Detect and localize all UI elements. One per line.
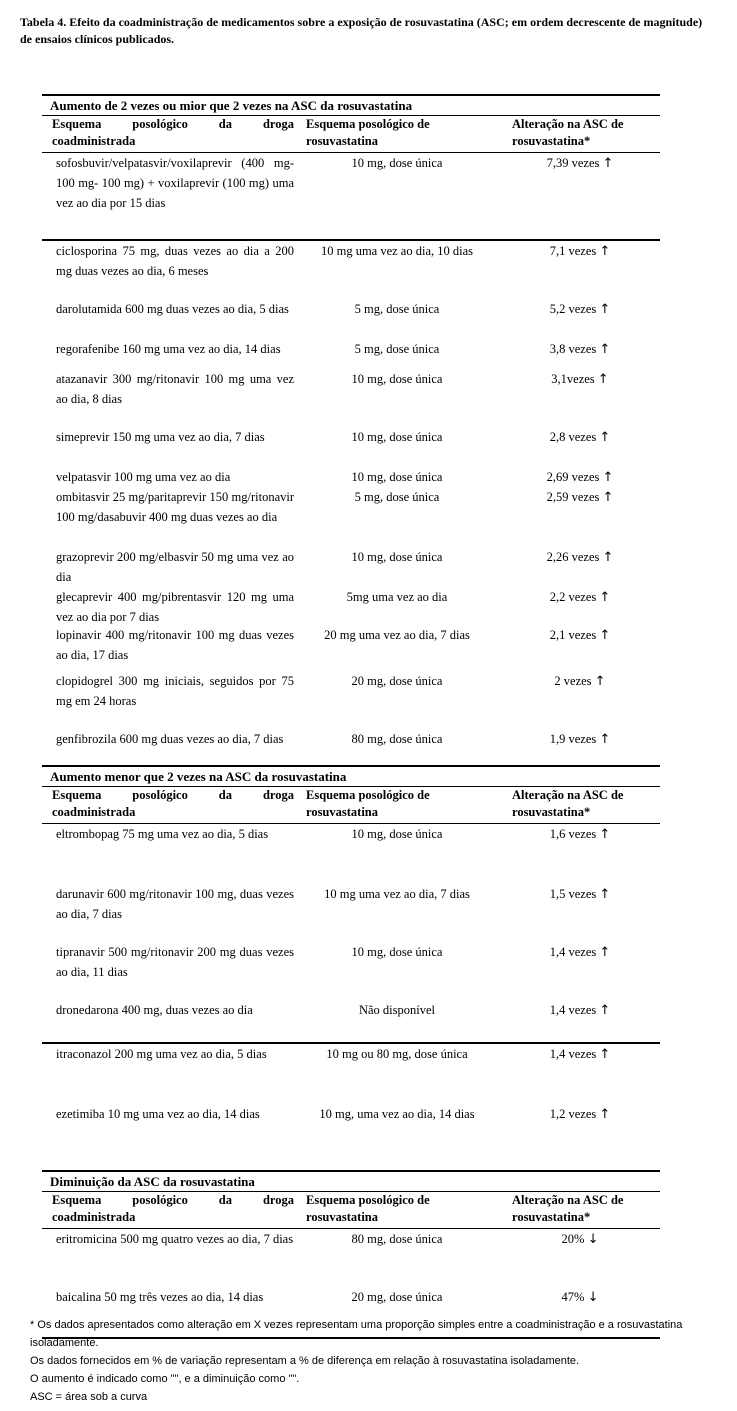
table-row [42,824,660,884]
cell-drug-regimen: darolutamida 600 mg duas vezes ao dia, 5 dias [56,302,289,316]
auc-change-value: 1,9 vezes [549,732,597,746]
cell-rosuvastatin-regimen: 5mg uma vez ao dia [346,590,448,604]
cell-auc-change [500,942,660,1000]
cell-rosuvastatin-regimen: 20 mg, dose única [351,674,443,688]
arrow-up-icon: ↑ [602,550,614,565]
auc-change-value: 47% [561,1290,585,1304]
section-rows [42,824,660,1162]
cell-drug-regimen: grazoprevir 200 mg/elbasvir 50 mg uma vez ao dia [56,550,294,584]
auc-change-value: 2,8 vezes [549,430,597,444]
table-row [42,467,660,487]
auc-change-value: 1,2 vezes [549,1107,597,1121]
cell-rosuvastatin-regimen: 80 mg, dose única [351,1232,443,1246]
table-notes [30,1316,730,1406]
arrow-down-icon: ↓ [587,1290,599,1305]
auc-change-value: 2,69 vezes [546,470,600,484]
cell-drug-regimen: tipranavir 500 mg/ritonavir 200 mg duas vezes ao dia, 11 dias [56,945,294,979]
arrow-up-icon: ↑ [599,1003,611,1018]
arrow-up-icon: ↑ [599,302,611,317]
table-row [42,1104,660,1162]
arrow-up-icon: ↑ [599,945,611,960]
cell-drug-regimen: clopidogrel 300 mg iniciais, seguidos por 75 mg em 24 horas [56,674,294,708]
cell-rosuvastatin-regimen: 10 mg, dose única [351,470,443,484]
arrow-up-icon: ↑ [594,674,606,689]
cell-rosuvastatin-regimen: 5 mg, dose única [354,302,440,316]
cell-rosuvastatin-regimen: 10 mg, dose única [351,550,443,564]
cell-auc-change [500,241,660,299]
arrow-up-icon: ↑ [597,372,609,387]
table-row [42,239,660,299]
cell-drug-regimen: regorafenibe 160 mg uma vez ao dia, 14 dias [56,342,281,356]
cell-drug-regimen: velpatasvir 100 mg uma vez ao dia [56,470,231,484]
section-rows [42,153,660,765]
table-row [42,1229,660,1287]
auc-change-value: 7,1 vezes [549,244,597,258]
arrow-down-icon: ↓ [587,1232,599,1247]
table-row [42,942,660,1000]
cell-drug-regimen: itraconazol 200 mg uma vez ao dia, 5 dias [56,1047,267,1061]
auc-change-value: 1,5 vezes [549,887,597,901]
auc-change-value: 5,2 vezes [549,302,597,316]
cell-drug-regimen: simeprevir 150 mg uma vez ao dia, 7 dias [56,430,265,444]
cell-auc-change [500,467,660,487]
table-row [42,671,660,729]
arrow-up-icon: ↑ [599,628,611,643]
table-row [42,339,660,369]
cell-auc-change [500,369,660,427]
table-row [42,625,660,671]
cell-rosuvastatin-regimen: 10 mg ou 80 mg, dose única [326,1047,468,1061]
column-header-rosuvastatin: Esquema posológico de rosuvastatina [306,1193,430,1224]
table-caption: Tabela 4. Efeito da coadministração de medicamentos sobre a exposição de rosuvastatina (ASC; em ordem decrescente de magnitude) de ensaios clínicos publicados. [20,15,703,46]
cell-drug-regimen: baicalina 50 mg três vezes ao dia, 14 dias [56,1290,264,1304]
cell-auc-change [500,729,660,765]
table-row [42,299,660,339]
cell-auc-change [500,547,660,587]
cell-drug-regimen: ombitasvir 25 mg/paritaprevir 150 mg/ritonavir 100 mg/dasabuvir 400 mg duas vezes ao dia [56,490,294,524]
cell-auc-change [500,1044,660,1104]
cell-auc-change [500,1104,660,1162]
cell-drug-regimen: atazanavir 300 mg/ritonavir 100 mg uma vez ao dia, 8 dias [56,372,294,406]
cell-auc-change [500,339,660,369]
cell-drug-regimen: dronedarona 400 mg, duas vezes ao dia [56,1003,253,1017]
arrow-up-icon: ↑ [599,732,611,747]
cell-drug-regimen: lopinavir 400 mg/ritonavir 100 mg duas vezes ao dia, 17 dias [56,628,294,662]
cell-rosuvastatin-regimen: 20 mg uma vez ao dia, 7 dias [324,628,470,642]
cell-drug-regimen: sofosbuvir/velpatasvir/voxilaprevir (400 mg- 100 mg- 100 mg) + voxilaprevir (100 mg) uma vez ao dia por 15 dias [56,156,294,210]
cell-rosuvastatin-regimen: 10 mg, dose única [351,430,443,444]
cell-auc-change [500,1000,660,1042]
column-header-change: Alteração na ASC de rosuvastatina* [512,117,624,148]
cell-rosuvastatin-regimen: 20 mg, dose única [351,1290,443,1304]
auc-change-value: 1,4 vezes [549,1003,597,1017]
table-row [42,587,660,625]
cell-auc-change [500,884,660,942]
section-title: Diminuição da ASC da rosuvastatina [42,1170,660,1191]
table-row [42,884,660,942]
column-header-rosuvastatin: Esquema posológico de rosuvastatina [306,788,430,819]
cell-auc-change [500,625,660,671]
cell-rosuvastatin-regimen: 10 mg uma vez ao dia, 7 dias [324,887,470,901]
auc-change-value: 2 vezes [554,674,592,688]
column-header-row [42,1191,660,1229]
column-header-rosuvastatin: Esquema posológico de rosuvastatina [306,117,430,148]
cell-rosuvastatin-regimen: 10 mg, dose única [351,945,443,959]
arrow-up-icon: ↑ [599,1047,611,1062]
auc-change-value: 3,1vezes [551,372,595,386]
column-header-change: Alteração na ASC de rosuvastatina* [512,788,624,819]
table-row [42,1000,660,1042]
table-row [42,369,660,427]
cell-rosuvastatin-regimen: 10 mg, dose única [351,156,443,170]
cell-auc-change [500,824,660,884]
section-title: Aumento menor que 2 vezes na ASC da rosuvastatina [42,765,660,786]
cell-drug-regimen: eritromicina 500 mg quatro vezes ao dia, 7 dias [56,1232,294,1246]
auc-change-value: 2,26 vezes [546,550,600,564]
note-arrows: O aumento é indicado como "", e a diminuição como "". [30,1373,300,1385]
column-header-row [42,786,660,824]
cell-auc-change [500,1229,660,1287]
cell-rosuvastatin-regimen: 5 mg, dose única [354,342,440,356]
column-header-drug: Esquema posológico da droga coadministrada [52,1193,294,1224]
arrow-up-icon: ↑ [599,1107,611,1122]
cell-drug-regimen: genfibrozila 600 mg duas vezes ao dia, 7 dias [56,732,284,746]
table-row [42,153,660,239]
cell-rosuvastatin-regimen: 10 mg, uma vez ao dia, 14 dias [319,1107,475,1121]
table-row [42,729,660,765]
arrow-up-icon: ↑ [599,887,611,902]
table-row [42,487,660,547]
cell-rosuvastatin-regimen: 80 mg, dose única [351,732,443,746]
arrow-up-icon: ↑ [599,244,611,259]
auc-change-value: 2,59 vezes [546,490,600,504]
interaction-table [42,94,660,1339]
cell-rosuvastatin-regimen: 5 mg, dose única [354,490,440,504]
cell-drug-regimen: ezetimiba 10 mg uma vez ao dia, 14 dias [56,1107,260,1121]
cell-drug-regimen: ciclosporina 75 mg, duas vezes ao dia a 200 mg duas vezes ao dia, 6 meses [56,244,294,278]
cell-drug-regimen: darunavir 600 mg/ritonavir 100 mg, duas vezes ao dia, 7 dias [56,887,294,921]
auc-change-value: 1,6 vezes [549,827,597,841]
arrow-up-icon: ↑ [602,490,614,505]
arrow-up-icon: ↑ [602,156,614,171]
column-header-drug: Esquema posológico da droga coadministrada [52,788,294,819]
cell-auc-change [500,299,660,339]
cell-rosuvastatin-regimen: 10 mg, dose única [351,827,443,841]
cell-auc-change [500,671,660,729]
table-row [42,547,660,587]
column-header-drug: Esquema posológico da droga coadministrada [52,117,294,148]
cell-auc-change [500,427,660,467]
arrow-up-icon: ↑ [599,827,611,842]
auc-change-value: 20% [561,1232,585,1246]
cell-auc-change [500,487,660,547]
arrow-up-icon: ↑ [599,590,611,605]
table-row [42,1042,660,1104]
arrow-up-icon: ↑ [599,430,611,445]
auc-change-value: 1,4 vezes [549,945,597,959]
auc-change-value: 2,1 vezes [549,628,597,642]
table-row [42,427,660,467]
cell-auc-change [500,587,660,625]
arrow-up-icon: ↑ [602,470,614,485]
note-abbreviation: ASC = área sob a curva [30,1391,148,1403]
cell-rosuvastatin-regimen: 10 mg, dose única [351,372,443,386]
column-header-change: Alteração na ASC de rosuvastatina* [512,1193,624,1224]
auc-change-value: 7,39 vezes [546,156,600,170]
section-title: Aumento de 2 vezes ou mior que 2 vezes na ASC da rosuvastatina [42,94,660,115]
auc-change-value: 2,2 vezes [549,590,597,604]
cell-rosuvastatin-regimen: Não disponível [358,1003,436,1017]
cell-drug-regimen: glecaprevir 400 mg/pibrentasvir 120 mg uma vez ao dia por 7 dias [56,590,294,624]
note-footnote: * Os dados apresentados como alteração em X vezes representam uma proporção simples entre a coadministração e a rosuvastatina isoladamente. [30,1319,683,1349]
cell-drug-regimen: eltrombopag 75 mg uma vez ao dia, 5 dias [56,827,269,841]
auc-change-value: 3,8 vezes [549,342,597,356]
column-header-row [42,115,660,153]
cell-auc-change [500,153,660,239]
note-percent: Os dados fornecidos em % de variação representam a % de diferença em relação à rosuvastatina isoladamente. [30,1355,580,1367]
arrow-up-icon: ↑ [599,342,611,357]
auc-change-value: 1,4 vezes [549,1047,597,1061]
cell-rosuvastatin-regimen: 10 mg uma vez ao dia, 10 dias [320,244,474,258]
